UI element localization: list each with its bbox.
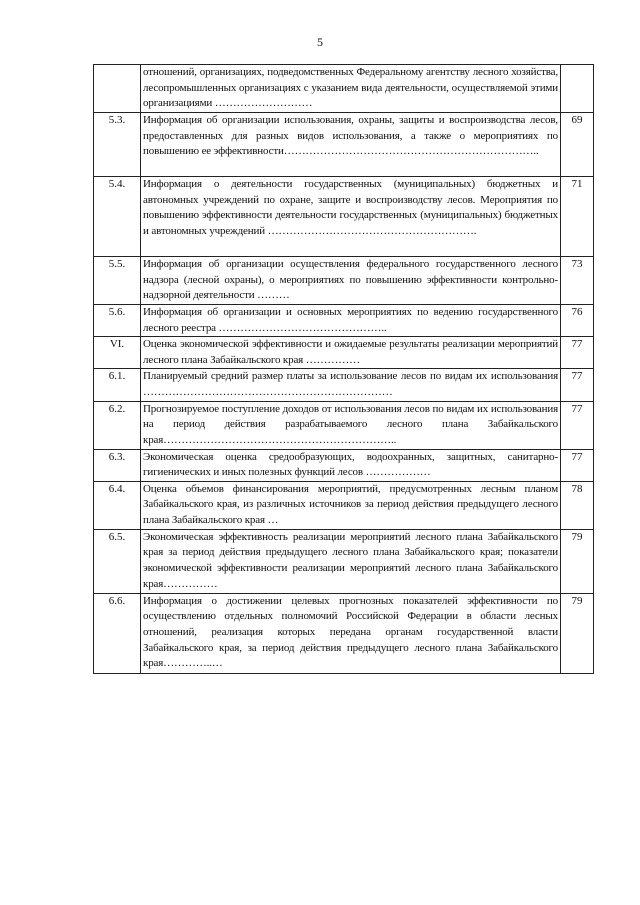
section-number: 6.1. <box>94 369 141 401</box>
toc-row <box>94 65 594 113</box>
section-number: 6.4. <box>94 481 141 529</box>
page-ref: 77 <box>561 369 594 401</box>
toc-row <box>94 337 594 369</box>
section-number: 6.2. <box>94 401 141 449</box>
toc-row <box>94 401 594 449</box>
toc-row <box>94 113 594 177</box>
page-ref: 71 <box>561 177 594 257</box>
section-title: Оценка экономической эффективности и ожидаемые результаты реализации мероприятий лесного плана Забайкальского края …………… <box>141 337 561 369</box>
section-title: Информация о деятельности государственных (муниципальных) бюджетных и автономных учреждений по охране, защите и воспроизводству лесов. Мероприятия по повышению эффективности деятельности государственных (муниципальных) бюджетных и автономных учреждений …………………………………………………. <box>141 177 561 257</box>
section-title: Планируемый средний размер платы за использование лесов по видам их использования …………………………………………………………… <box>141 369 561 401</box>
section-number: 6.5. <box>94 529 141 593</box>
page-ref: 73 <box>561 257 594 305</box>
page-ref: 79 <box>561 593 594 673</box>
section-number: 5.3. <box>94 113 141 177</box>
table-of-contents <box>93 64 594 674</box>
page-ref: 76 <box>561 305 594 337</box>
section-number: 5.5. <box>94 257 141 305</box>
toc-row <box>94 305 594 337</box>
toc-row <box>94 449 594 481</box>
page-ref: 77 <box>561 337 594 369</box>
toc-row <box>94 257 594 305</box>
section-number: 5.4. <box>94 177 141 257</box>
section-title: Экономическая оценка средообразующих, водоохранных, защитных, санитарно-гигиенических и иных полезных функций лесов ……………… <box>141 449 561 481</box>
section-title: Информация о достижении целевых прогнозных показателей эффективности по осуществлению отдельных полномочий Российской Федерации в области лесных отношений, реализация которых передана органам государственной власти Забайкальского края, за период действия предыдущего лесного плана Забайкальского края…………..… <box>141 593 561 673</box>
section-title: Прогнозируемое поступление доходов от использования лесов по видам их использования на период действия разрабатываемого лесного плана Забайкальского края……………………………………………………….. <box>141 401 561 449</box>
section-title: Информация об организации и основных мероприятиях по ведению государственного лесного реестра ……………………………………….. <box>141 305 561 337</box>
section-title: отношений, организациях, подведомственных Федеральному агентству лесного хозяйства, лесопромышленных организациях с указанием вида деятельности, осуществляемой этими организациями ……………………… <box>141 65 561 113</box>
page-ref <box>561 65 594 113</box>
section-title: Информация об организации использования, охраны, защиты и воспроизводства лесов, предоставленных для разных видов использования, а также о мероприятиях по повышению ее эффективности…………………………………………………………….. <box>141 113 561 177</box>
page-ref: 79 <box>561 529 594 593</box>
page-ref: 78 <box>561 481 594 529</box>
toc-row <box>94 369 594 401</box>
section-number: 6.3. <box>94 449 141 481</box>
page-ref: 69 <box>561 113 594 177</box>
toc-row <box>94 481 594 529</box>
toc-row <box>94 529 594 593</box>
section-number: 6.6. <box>94 593 141 673</box>
page-ref: 77 <box>561 449 594 481</box>
section-number <box>94 65 141 113</box>
toc-row <box>94 593 594 673</box>
toc-row <box>94 177 594 257</box>
section-number: 5.6. <box>94 305 141 337</box>
section-title: Оценка объемов финансирования мероприятий, предусмотренных лесным планом Забайкальского края, из различных источников за период действия предыдущего лесного плана Забайкальского края … <box>141 481 561 529</box>
section-title: Экономическая эффективность реализации мероприятий лесного плана Забайкальского края за период действия предыдущего лесного плана Забайкальского края; показатели экономической эффективности реализации мероприятий лесного плана Забайкальского края…………… <box>141 529 561 593</box>
section-number: VI. <box>94 337 141 369</box>
page-ref: 77 <box>561 401 594 449</box>
page-number: 5 <box>317 35 323 49</box>
section-title: Информация об организации осуществления федерального государственного лесного надзора (лесной охраны), о мероприятиях по повышению эффективности контрольно-надзорной деятельности ……… <box>141 257 561 305</box>
